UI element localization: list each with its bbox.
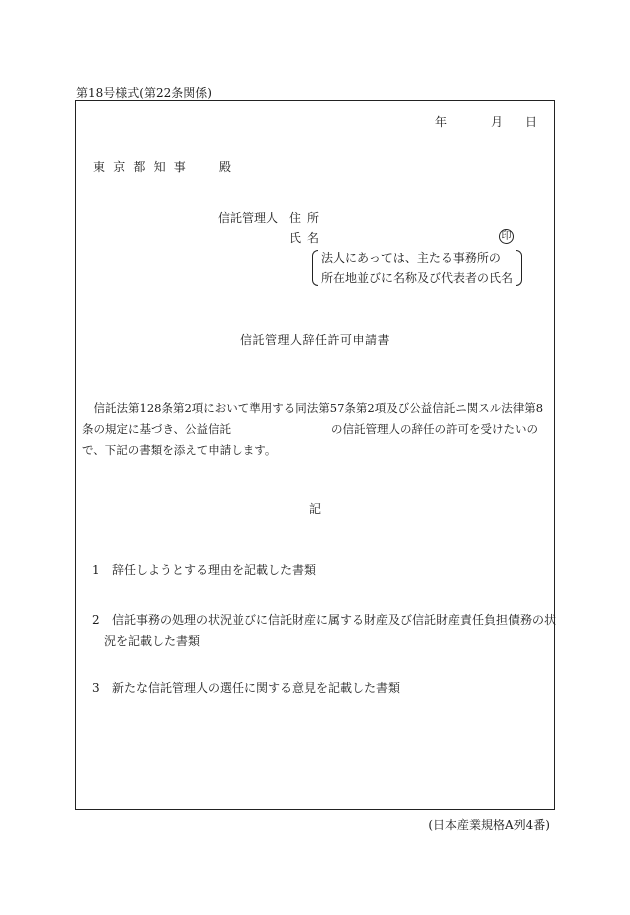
corporation-note <box>312 248 522 288</box>
body-line1: 信託法第128条第2項において準用する同法第57条第2項及び公益信託ニ関スル法律第8 <box>93 401 544 415</box>
body-text <box>82 398 550 461</box>
document-title: 信託管理人辞任許可申請書 <box>239 333 390 347</box>
body-line2b: の信託管理人の辞任の許可を受けたいの <box>331 422 539 436</box>
name-label: 氏名 <box>289 231 326 245</box>
body-line3: で、下記の書類を添えて申請します。 <box>82 443 277 457</box>
date-line <box>435 113 537 130</box>
paper-size-note: (日本産業規格A列4番) <box>428 818 550 832</box>
list-item <box>92 610 556 652</box>
corporation-note-line1: 法人にあっては、主たる事務所の <box>321 251 501 265</box>
seal-icon: 印 <box>499 229 514 244</box>
addressee-name: 東京都知事 <box>93 160 195 174</box>
item-text: 新たな信託管理人の選任に関する意見を記載した書類 <box>112 681 401 695</box>
body-line2a: 条の規定に基づき、公益信託 <box>82 422 232 436</box>
addressee <box>93 158 231 175</box>
list-item <box>92 560 316 581</box>
date-year: 年 <box>434 115 447 129</box>
item-number: 1 <box>92 563 100 577</box>
item-number: 3 <box>92 681 100 695</box>
item-text: 信託事務の処理の状況並びに信託財産に属する財産及び信託財産責任負担債務の状 <box>112 613 557 627</box>
corporation-note-line2: 所在地並びに名称及び代表者の氏名 <box>321 271 514 285</box>
item-text-continued: 況を記載した書類 <box>104 634 201 648</box>
list-item <box>92 678 400 699</box>
date-month: 月 <box>490 115 503 129</box>
addressee-honorific: 殿 <box>219 160 232 174</box>
item-text: 辞任しようとする理由を記載した書類 <box>112 563 317 577</box>
applicant-role: 信託管理人 <box>218 211 279 225</box>
item-number: 2 <box>92 613 100 627</box>
address-label: 住所 <box>289 211 326 225</box>
ki-heading: 記 <box>308 502 321 516</box>
form-number: 第18号様式(第22条関係) <box>76 86 212 100</box>
date-day: 日 <box>524 115 537 129</box>
